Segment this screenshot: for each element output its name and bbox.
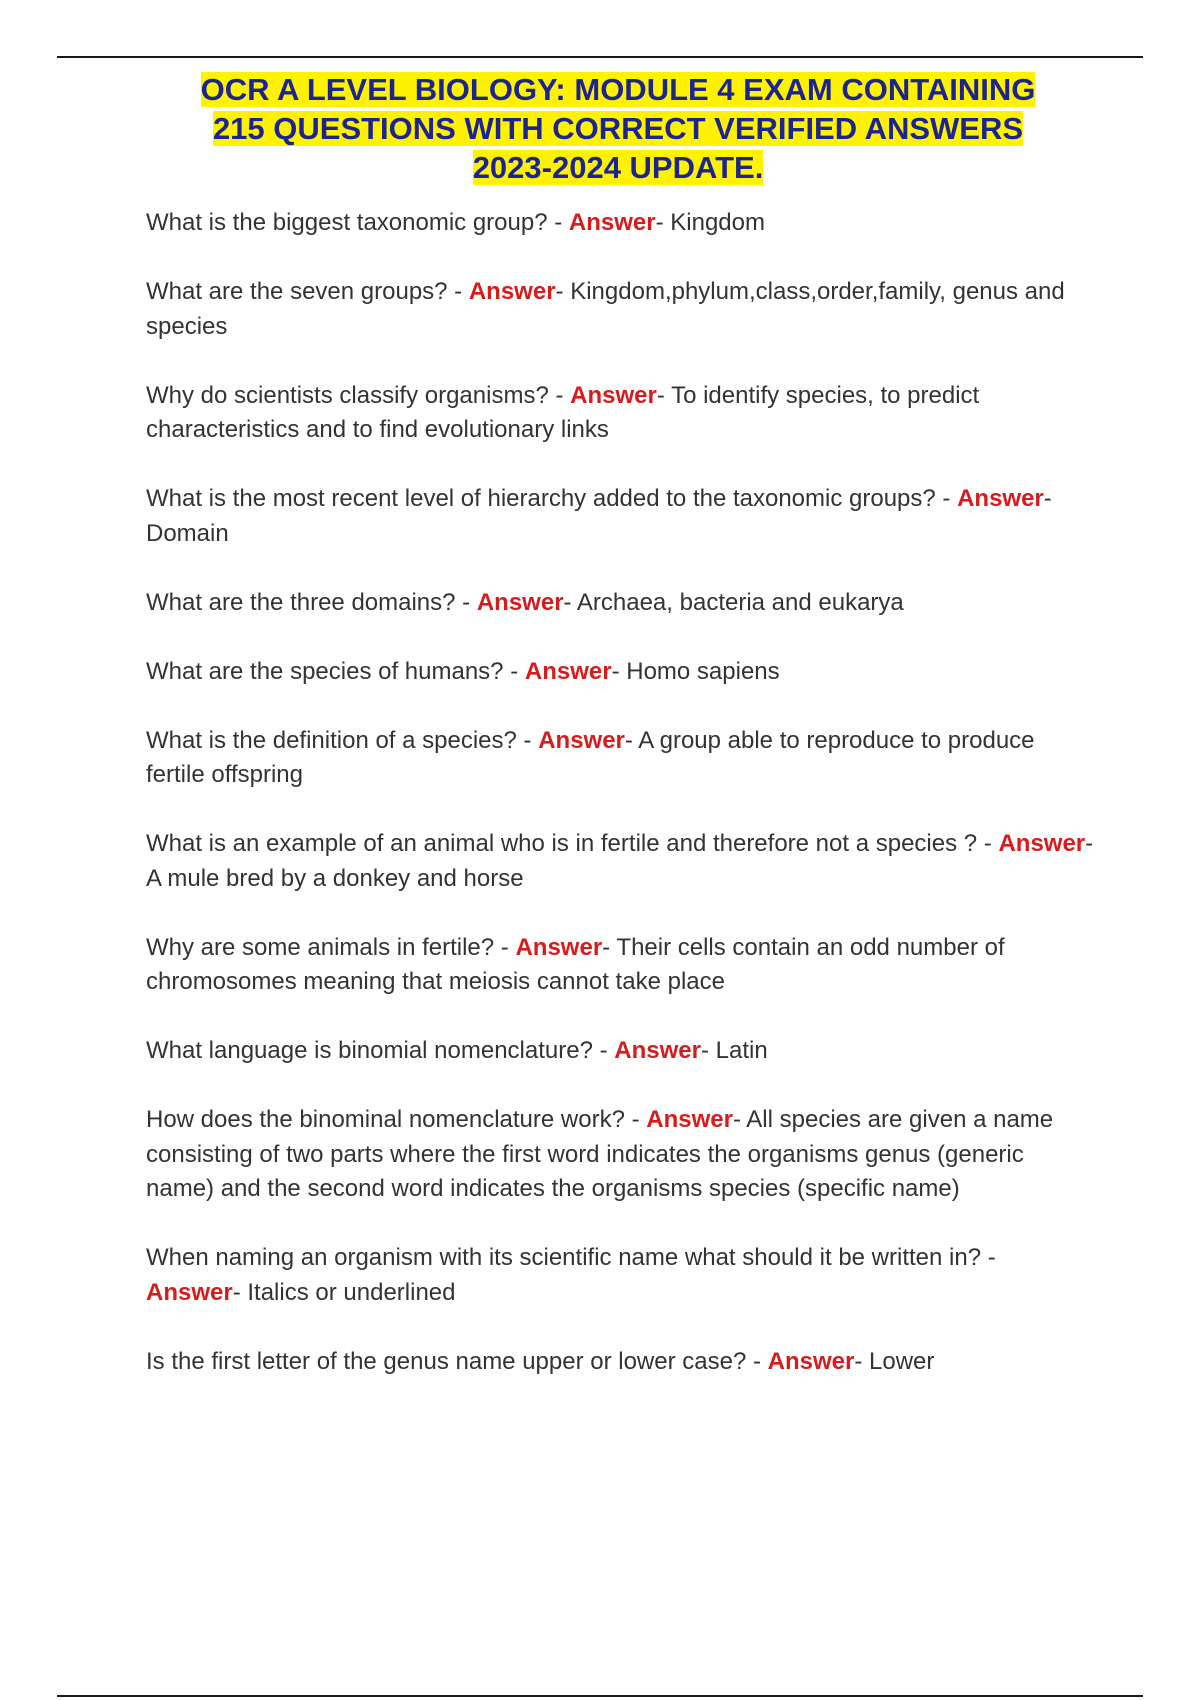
answer-prefix: - xyxy=(1043,485,1052,512)
answer-prefix: - xyxy=(611,657,627,685)
answer-label: Answer xyxy=(468,278,556,305)
question-text: What are the seven groups? xyxy=(146,278,448,305)
question-separator: - xyxy=(516,726,539,754)
question-text: Why are some animals in fertile? xyxy=(146,933,495,961)
qa-item xyxy=(146,827,1096,896)
question-text: What is an example of an animal who is in fertile and therefore not a species ? xyxy=(146,830,978,857)
question-text: What is the definition of a species? xyxy=(146,726,517,754)
answer-text: All species are given a name consisting of two parts where the first word indicates the organisms genus (generic name) and the second word indicates the organisms species (specific name) xyxy=(146,1106,1054,1202)
question-separator: - xyxy=(455,588,477,616)
bottom-divider xyxy=(57,1695,1143,1697)
answer-text: To identify species, to predict characteristics and to find evolutionary links xyxy=(146,381,980,443)
answer-text: Italics or underlined xyxy=(247,1278,456,1306)
question-text: Why do scientists classify organisms? xyxy=(146,381,549,409)
answer-label: Answer xyxy=(957,485,1044,512)
question-text: What are the three domains? xyxy=(146,588,456,616)
answer-prefix: - xyxy=(624,726,639,754)
question-text: What is the biggest taxonomic group? xyxy=(146,209,548,236)
question-separator: - xyxy=(447,278,469,305)
answer-prefix: - xyxy=(555,278,571,305)
answer-prefix: - xyxy=(232,1278,248,1306)
answer-prefix: - xyxy=(656,381,672,409)
question-separator: - xyxy=(547,209,569,236)
answer-prefix: - xyxy=(732,1106,747,1133)
document-title xyxy=(143,70,1093,187)
answer-label: Answer xyxy=(524,657,612,685)
answer-prefix: - xyxy=(854,1347,870,1375)
answer-prefix: - xyxy=(655,209,671,236)
question-text: How does the binominal nomenclature work? xyxy=(146,1106,625,1133)
answer-label: Answer xyxy=(998,830,1086,857)
question-separator: - xyxy=(548,381,571,409)
qa-item xyxy=(146,655,1096,690)
answer-label: Answer xyxy=(146,1278,233,1306)
answer-label: Answer xyxy=(515,933,603,961)
question-text: Is the first letter of the genus name upper or lower case? xyxy=(146,1347,747,1375)
answer-text: Latin xyxy=(715,1037,768,1064)
question-separator: - xyxy=(494,933,516,961)
qa-item xyxy=(146,206,1096,241)
answer-text: A mule bred by a donkey and horse xyxy=(146,864,524,892)
answer-label: Answer xyxy=(646,1106,733,1133)
title-line-3: 2023-2024 UPDATE. xyxy=(472,150,764,185)
title-line-1: OCR A LEVEL BIOLOGY: MODULE 4 EXAM CONTAINING xyxy=(200,72,1036,107)
qa-item xyxy=(146,275,1096,344)
answer-prefix: - xyxy=(700,1037,716,1064)
answer-label: Answer xyxy=(568,209,656,236)
question-separator: - xyxy=(981,1244,996,1271)
answer-label: Answer xyxy=(614,1037,701,1064)
question-separator: - xyxy=(592,1037,615,1064)
question-separator: - xyxy=(746,1347,768,1375)
qa-item xyxy=(146,724,1096,793)
question-text: What are the species of humans? xyxy=(146,657,504,685)
qa-item xyxy=(146,1345,1096,1380)
answer-text: Kingdom,phylum,class,order,family, genus and species xyxy=(146,278,1065,340)
answer-text: Lower xyxy=(869,1347,935,1375)
answer-text: Kingdom xyxy=(670,209,765,236)
qa-item xyxy=(146,1034,1096,1069)
qa-item xyxy=(146,586,1096,621)
qa-item xyxy=(146,1103,1096,1207)
qa-item xyxy=(146,1241,1096,1310)
question-text: What is the most recent level of hierarchy added to the taxonomic groups? xyxy=(146,485,936,512)
question-answer-list xyxy=(146,206,1096,1414)
title-line-2: 215 QUESTIONS WITH CORRECT VERIFIED ANSWERS xyxy=(212,111,1024,146)
answer-prefix: - xyxy=(563,588,577,616)
answer-prefix: - xyxy=(602,933,617,961)
answer-text: Archaea, bacteria and eukarya xyxy=(576,588,904,616)
answer-text: Their cells contain an odd number of chromosomes meaning that meiosis cannot take place xyxy=(146,933,1005,995)
qa-item xyxy=(146,379,1096,448)
answer-label: Answer xyxy=(538,726,625,754)
question-separator: - xyxy=(935,485,958,512)
question-separator: - xyxy=(503,657,525,685)
question-text: What language is binomial nomenclature? xyxy=(146,1037,593,1064)
answer-label: Answer xyxy=(570,381,657,409)
answer-text: A group able to reproduce to produce fertile offspring xyxy=(146,726,1035,788)
question-separator: - xyxy=(977,830,999,857)
question-text: When naming an organism with its scientific name what should it be written in? xyxy=(146,1244,982,1271)
answer-text: Domain xyxy=(146,519,229,547)
answer-label: Answer xyxy=(767,1347,855,1375)
answer-prefix: - xyxy=(1085,830,1094,857)
top-divider xyxy=(57,56,1143,58)
answer-text: Homo sapiens xyxy=(626,657,780,685)
question-separator: - xyxy=(624,1106,647,1133)
qa-item xyxy=(146,931,1096,1000)
qa-item xyxy=(146,482,1096,551)
answer-label: Answer xyxy=(476,588,564,616)
